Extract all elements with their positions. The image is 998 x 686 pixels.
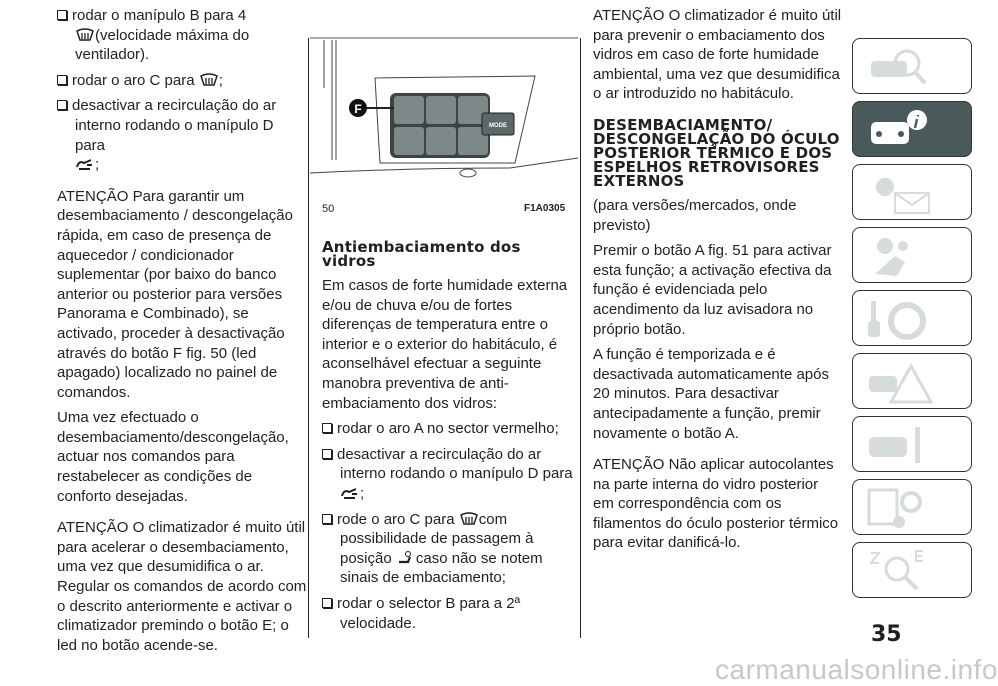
text: ; [360, 484, 365, 502]
section-heading: Antiembaciamento dos vidros [322, 238, 521, 270]
tab-maintenance[interactable] [852, 416, 972, 472]
text: caso não se notem sinais de embaciamento; [340, 549, 543, 587]
text: desactivar a recirculação do ar interno rodando o manípulo D para [337, 445, 573, 483]
defrost-icon [199, 73, 219, 86]
paragraph: A função é temporizada e é desactivada automaticamente após 20 minutos. Para desactivar antecipadamente a função, premir novamente o botão A. [593, 346, 829, 442]
text: rodar o manípulo B para 4 [72, 7, 247, 24]
alphabet-search-icon [865, 549, 935, 593]
tab-starting-driving[interactable] [852, 290, 972, 346]
car-wrench-icon [865, 423, 935, 467]
list-item [57, 96, 307, 174]
list-gears-icon [865, 486, 935, 530]
text: rode o aro C para [337, 510, 455, 528]
bullet-box-icon [57, 75, 67, 85]
bullet-box-icon [57, 100, 67, 110]
warning-paragraph: ATENÇÃO O climatizador é muito útil para acelerar o desembaciamento, uma vez que desumidifica o ar. Regular os comandos de acordo com o descrito anteriormente e activar o climatizador premindo o botão E; o led no botão acende-se. [57, 519, 307, 654]
list-item [57, 71, 307, 91]
column-1 [57, 6, 307, 661]
section-heading: DESEMBACIAMENTO/ DESCONGELAÇÃO DO ÓCULO POSTERIOR TÉRMICO E DOS ESPELHOS RETROVISORES EXTERNOS [593, 115, 840, 190]
key-steering-wheel-icon [865, 297, 935, 341]
bullet-box-icon [322, 514, 332, 524]
tab-emergency[interactable] [852, 353, 972, 409]
column-divider [580, 38, 581, 638]
bullet-box-icon [322, 449, 332, 459]
text: rodar o aro C para [72, 71, 195, 89]
warning-paragraph: ATENÇÃO O climatizador é muito útil para prevenir o embaciamento dos vidros em caso de forte humidade ambiental, uma vez que desumidifica o ar introduzido no habitáculo. [593, 7, 842, 103]
seat-airbag-icon [865, 234, 935, 278]
tab-warning-lights[interactable] [852, 164, 972, 220]
tab-safety[interactable] [852, 227, 972, 283]
paragraph: (para versões/mercados, onde previsto) [593, 196, 797, 234]
mode-button-label: MODE [489, 123, 507, 129]
column-3 [593, 6, 843, 559]
recirculation-off-icon [75, 157, 95, 170]
text: ; [95, 156, 100, 174]
text: (velocidade máxima do ventilador). [75, 26, 250, 64]
defrost-icon [75, 28, 95, 41]
column-divider [308, 38, 309, 638]
feet-windscreen-icon [396, 551, 416, 564]
recirculation-off-icon [340, 486, 360, 499]
text: ; [218, 71, 223, 89]
defrost-icon [459, 512, 479, 525]
watermark: carmanualsonline.info [715, 654, 998, 685]
paragraph: Uma vez efectuado o desembaciamento/descongelação, actuar nos comandos para restabelecer as condições de conforto desejadas. [57, 409, 289, 505]
car-warning-triangle-icon [865, 360, 935, 404]
text: desactivar a recirculação do ar interno rodando o manípulo D para [72, 97, 277, 154]
text: rodar o selector B para a 2ª velocidade. [337, 594, 521, 632]
list-item [322, 445, 576, 504]
callout-f: F [354, 102, 362, 116]
paragraph: Em casos de forte humidade externa e/ou de chuva e/ou de fortes diferenças de temperatura entre o interior e o exterior do habitáculo, é aconselhável efectuar a seguinte manobra preventiva de anti-embaciamento dos vidros: [322, 277, 568, 412]
list-item [322, 510, 576, 588]
warning-paragraph: ATENÇÃO Não aplicar autocolantes na parte interna do vidro posterior em correspondência com os filamentos do óculo posterior térmico para evitar danificá-lo. [593, 456, 839, 552]
warning-paragraph: ATENÇÃO Para garantir um desembaciamento / descongelação rápida, em caso de presença de aquecedor / condicionador suplementar (por baixo do banco anterior ou posterior para versões Panorama e Combinado), se activado, proceder à desactivação através do botão F fig. 50 (led apagado) localizado no painel de comandos. [57, 187, 293, 401]
text: rodar o aro A no sector vermelho; [337, 420, 559, 438]
list-item [322, 594, 576, 633]
bullet-box-icon [57, 10, 67, 20]
car-info-icon [865, 108, 935, 152]
bullet-box-icon [322, 423, 332, 433]
tab-dashboard-knowledge[interactable] [852, 38, 972, 94]
list-item [57, 6, 307, 65]
list-item [322, 419, 576, 439]
figure-control-panel [310, 38, 578, 198]
page-number: 35 [871, 622, 902, 647]
tab-index[interactable] [852, 542, 972, 598]
warning-light-message-icon [865, 171, 935, 215]
paragraph: Premir o botão A fig. 51 para activar esta função; a activação efectiva da função é evidenciada pelo acendimento da luz avisadora no próprio botão. [593, 242, 832, 338]
car-search-icon [865, 45, 935, 89]
tab-safety-info[interactable] [852, 101, 972, 157]
figure-number: 50 [322, 203, 335, 215]
tab-technical-data[interactable] [852, 479, 972, 535]
figure-code: F1A0305 [524, 203, 566, 214]
bullet-box-icon [322, 598, 332, 608]
text: com possibilidade de passagem à posição [340, 510, 534, 567]
column-2 [322, 240, 576, 639]
